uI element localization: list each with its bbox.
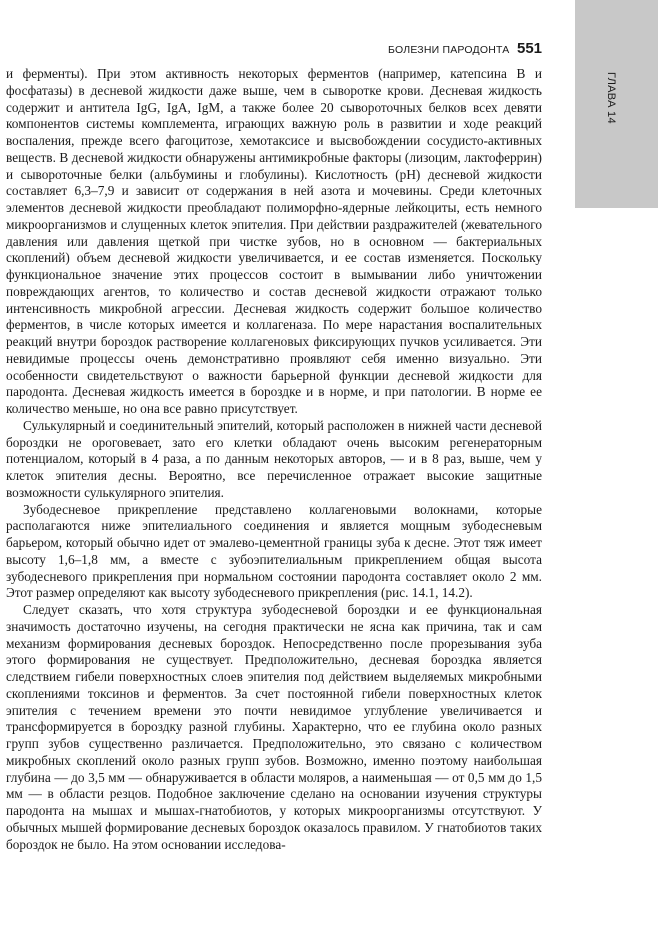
chapter-label: ГЛАВА 14 xyxy=(605,72,617,124)
paragraph-sulcular-epithelium: Сулькулярный и соединительный эпителий, который расположен в нижней части десневой бороздки не ороговевает, зато его клетки обладают очень высоким регенераторным потенциалом, который в 4 раза, а по данным некоторых авторов, — и в 8 раз, выше, чем у клеток эпителия десны. Вероятно, все перечисленное отражает высокие защитные возможности сулькулярного эпителия. xyxy=(6,417,542,500)
page-number: 551 xyxy=(517,40,543,57)
body-text xyxy=(6,66,542,853)
paragraph-gingival-sulcus-formation: Следует сказать, что хотя структура зубодесневой бороздки и ее функциональная значимость достаточно изучены, на сегодня практически не ясна как причина, так и сам механизм формирования десневых бороздок. Непосредственно после прорезывания зуба этого формирования не существует. Предположительно, десневая бороздка является следствием гибели поверхностных слоев эпителия под действием выделяемых микробными скоплениями токсинов и ферментов. За счет постоянной гибели поверхностных клеток эпителия с течением времени это почти невидимое углубление увеличивается и трансформируется в бороздку разной глубины. Характерно, что ее глубина около разных групп зубов существенно различается. Предположительно, это связано с количеством микробных скоплений около разных групп зубов. Возможно, именно поэтому наибольшая глубина — до 3,5 мм — обнаруживается в области моляров, а наименьшая — от 0,5 мм до 1,5 мм — в области резцов. Подобное заключение сделано на основании изучения структуры пародонта на мышах и мышах-гнатобиотов, у которых микроорганизмы отсутствуют. У обычных мышей формирование десневых бороздок оказалось правилом. У гнатобиотов таких бороздок не было. На этом основании исследова- xyxy=(6,602,542,852)
running-head-title: БОЛЕЗНИ ПАРОДОНТА xyxy=(388,44,510,56)
chapter-side-tab xyxy=(575,0,658,208)
paragraph-gingival-fluid: и ферменты). При этом активность некоторых ферментов (например, катепсина В и фосфатазы) в десневой жидкости даже выше, чем в сыворотке крови. Десневая жидкость содержит и антитела IgG, IgA, IgM, а также более 20 сывороточных белков всех девяти компонентов системы комплемента, играющих важную роль в развитии и ходе реакций воспаления, прежде всего фагоцитозе, хемотаксисе и высвобождении сосудисто-активных веществ. В десневой жидкости обнаружены антимикробные факторы (лизоцим, лактоферрин) и сывороточные белки (альбумины и глобулины). Кислотность (рН) десневой жидкости составляет 6,3–7,9 и зависит от содержания в ней азота и мочевины. Среди клеточных элементов десневой жидкости преобладают полиморфно-ядерные лейкоциты, есть немного микроорганизмов и слущенных клеток эпителия. При действии раздражителей (жевательного давления или давления щеткой при чистке зубов, но в основном — бактериальных скоплений) объем десневой жидкости увеличивается, и ее состав изменяется. Поскольку функциональное значение этих процессов состоит в вымывании либо уничтожении повреждающих агентов, то количество и состав десневой жидкости отражают только интенсивность микробной агрессии. Десневая жидкость содержит большое количество ферментов, в числе которых имеется и коллагеназа. По мере нарастания воспалительных реакций внутри бороздок растворение коллагеновых фиксирующих пучков усиливается. Эти невидимые процессы очень демонстративно проявляют себя именно визуально. Эти особенности свидетельствуют о важности барьерной функции десневой жидкости для пародонта. Десневая жидкость имеется в бороздке и в норме, и при патологии. В норме ее количество меньше, но она все равно присутствует. xyxy=(6,66,542,416)
paragraph-dentogingival-attachment: Зубодесневое прикрепление представлено коллагеновыми волокнами, которые располагаются ниже эпителиального соединения и является мощным зубодесневым барьером, который обычно идет от эмалево-цементной границы зуба к десне. Этот тяж имеет высоту 1,6–1,8 мм, а вместе с зубоэпителиальным прикреплением общая высота зубодесневого прикрепления при нормальном состоянии пародонта составляет около 2 мм. Этот размер определяют как высоту зубодесневого прикрепления (рис. 14.1, 14.2). xyxy=(6,501,542,601)
